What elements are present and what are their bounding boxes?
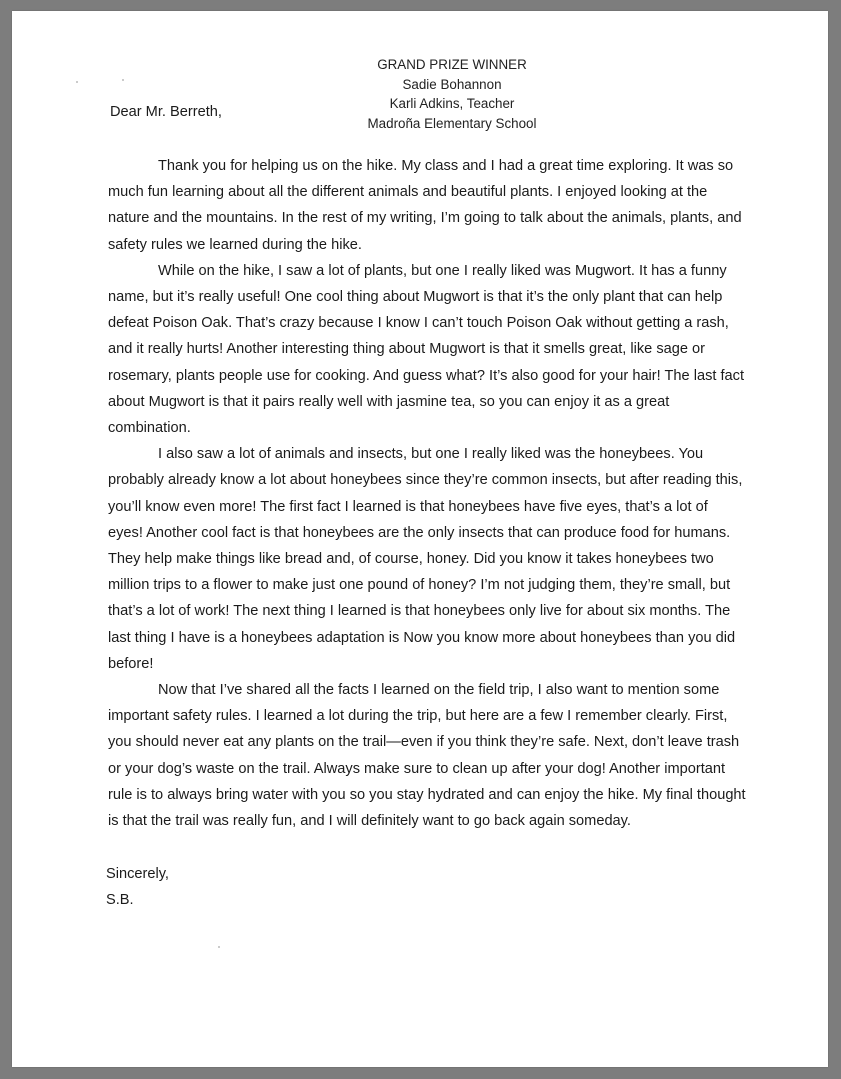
closing-phrase: Sincerely, [106, 866, 169, 882]
letter-body [108, 153, 746, 834]
letter-header [252, 55, 652, 133]
salutation: Dear Mr. Berreth, [110, 104, 222, 120]
award-title: GRAND PRIZE WINNER [377, 57, 527, 72]
letter-page [12, 11, 828, 1067]
student-name: Sadie Bohannon [402, 76, 502, 92]
scan-speck [76, 81, 78, 83]
letter-closing [106, 861, 169, 913]
paragraph-honeybees: I also saw a lot of animals and insects, but one I really liked was the honeybees. You probably already know a lot about honeybees since they’re common insects, but after reading this, you’ll know even more! The first fact I learned is that honeybees have five eyes, that’s a lot of eyes! Another cool fact is that honeybees are the only insects that can produce food for humans. They help make things like bread and, of course, honey. Did you know it takes honeybees two million trips to a flower to make just one pound of honey? I’m not judging them, they’re small, but that’s a lot of work! The next thing I learned is that honeybees only live for about six months. The last thing I have is a honeybees adaptation is Now you know more about honeybees than you did before! [108, 446, 743, 672]
school-name: Madroña Elementary School [367, 115, 537, 131]
paragraph-intro: Thank you for helping us on the hike. My class and I had a great time exploring. It was so much fun learning about all the different animals and beautiful plants. I enjoyed looking at the nature and the mountains. In the rest of my writing, I’m going to talk about the animals, plants, and safety rules we learned during the hike. [108, 158, 742, 253]
paragraph-safety: Now that I’ve shared all the facts I learned on the field trip, I also want to mention some important safety rules. I learned a lot during the trip, but here are a few I remember clearly. First, you should never eat any plants on the trail—even if you think they’re safe. Next, don’t leave trash or your dog’s waste on the trail. Always make sure to clean up after your dog! Another important rule is to always bring water with you so you stay hydrated and can enjoy the hike. My final thought is that the trail was really fun, and I will definitely want to go back again someday. [108, 682, 746, 830]
teacher-name: Karli Adkins, Teacher [389, 96, 515, 111]
paragraph-mugwort: While on the hike, I saw a lot of plants, but one I really liked was Mugwort. It has a funny name, but it’s really useful! One cool thing about Mugwort is that it’s the only plant that can help defeat Poison Oak. That’s crazy because I know I can’t touch Poison Oak without getting a rash, and it really hurts! Another interesting thing about Mugwort is that it smells great, like sage or rosemary, plants people use for cooking. And guess what? It’s also good for your hair! The last fact about Mugwort is that it pairs really well with jasmine tea, so you can enjoy it as a great combination. [108, 262, 744, 437]
signature: S.B. [106, 892, 134, 908]
scan-speck [122, 79, 124, 81]
scan-speck [218, 946, 220, 948]
